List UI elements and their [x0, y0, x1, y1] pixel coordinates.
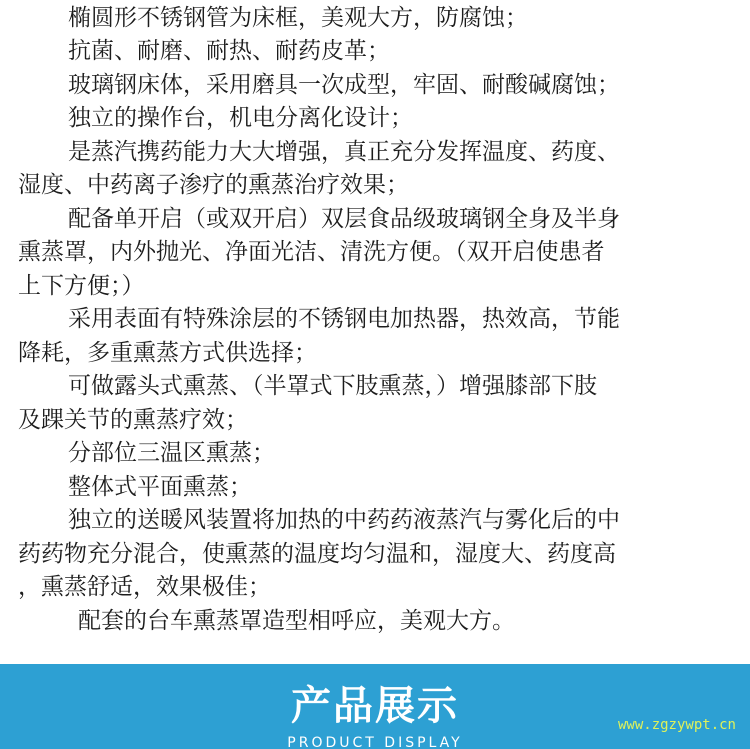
description-line: 椭圆形不锈钢管为床框，美观大方，防腐蚀；	[68, 5, 528, 31]
description-line: 抗菌、耐磨、耐热、耐药皮革；	[68, 38, 390, 64]
description-line: 配套的台车熏蒸罩造型相呼应，美观大方。	[78, 608, 515, 634]
description-line: 分部位三温区熏蒸；	[68, 440, 275, 466]
description-line: 采用表面有特殊涂层的不锈钢电加热器，热效高，节能	[68, 306, 620, 332]
description-line: 湿度、中药离子渗疗的熏蒸治疗效果；	[18, 172, 409, 198]
description-line: 药药物充分混合，使熏蒸的温度均匀温和，湿度大、药度高	[18, 541, 616, 567]
section-banner	[0, 664, 750, 749]
site-watermark: www.zgzywpt.cn	[617, 717, 736, 733]
description-line: 独立的操作台，机电分离化设计；	[68, 105, 413, 131]
description-line: 及踝关节的熏蒸疗效；	[18, 407, 248, 433]
description-line: 玻璃钢床体，采用磨具一次成型，牢固、耐酸碱腐蚀；	[68, 72, 620, 98]
description-line: 整体式平面熏蒸；	[68, 474, 252, 500]
section-title: 产品展示	[291, 683, 459, 729]
description-line: 熏蒸罩，内外抛光、净面光洁、清洗方便。（双开启使患者	[18, 239, 605, 265]
section-subtitle: PRODUCT DISPLAY	[287, 735, 463, 749]
description-line: ，熏蒸舒适，效果极佳；	[18, 574, 271, 600]
description-line: 独立的送暖风装置将加热的中药药液蒸汽与雾化后的中	[68, 507, 620, 533]
description-line: 降耗，多重熏蒸方式供选择；	[18, 340, 317, 366]
description-line: 是蒸汽携药能力大大增强，真正充分发挥温度、药度、	[68, 139, 620, 165]
description-line: 配备单开启（或双开启）双层食品级玻璃钢全身及半身	[68, 206, 620, 232]
description-line: 可做露头式熏蒸、（半罩式下肢熏蒸，）增强膝部下肢	[68, 373, 597, 399]
description-line: 上下方便；）	[18, 273, 145, 299]
